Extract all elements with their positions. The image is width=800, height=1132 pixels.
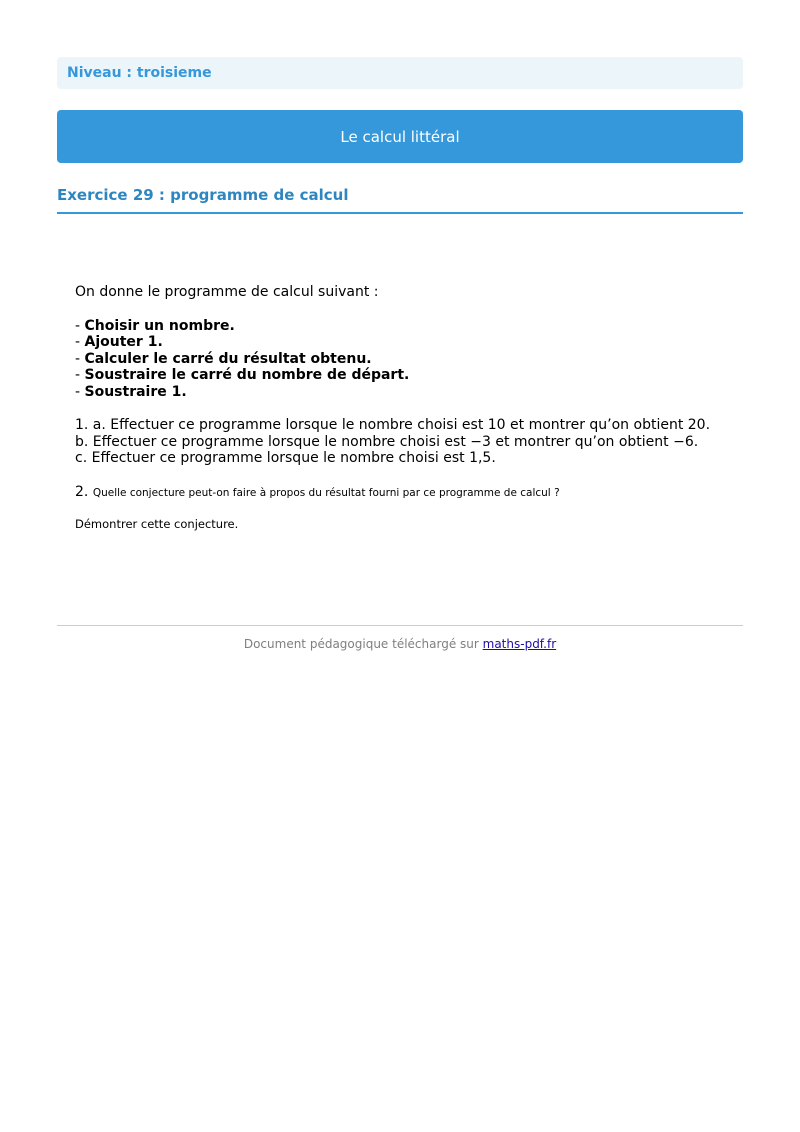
- chapter-banner: [57, 110, 743, 163]
- program-step: - Soustraire le carré du nombre de départ.: [75, 367, 410, 383]
- exercise-content: [75, 284, 735, 533]
- proof-instruction: Démontrer cette conjecture.: [75, 517, 239, 531]
- title-divider: [57, 212, 743, 214]
- program-steps: [75, 318, 735, 401]
- question-1: [75, 417, 735, 467]
- program-step: - Choisir un nombre.: [75, 317, 235, 334]
- footer-divider: [57, 625, 743, 626]
- program-step: - Ajouter 1.: [75, 334, 163, 350]
- question-2: [75, 484, 735, 502]
- question-2-number: 2.: [75, 483, 89, 500]
- intro-text: On donne le programme de calcul suivant :: [75, 284, 379, 300]
- program-step: - Soustraire 1.: [75, 383, 187, 400]
- footer-text: Document pédagogique téléchargé sur: [243, 637, 483, 651]
- question-1a: 1. a. Effectuer ce programme lorsque le nombre choisi est 10 et montrer qu’on obtient 20.: [75, 417, 711, 433]
- question-2-text: Quelle conjecture peut-on faire à propos du résultat fourni par ce programme de calcul ?: [92, 486, 560, 499]
- chapter-title: Le calcul littéral: [340, 127, 460, 146]
- level-label: Niveau : troisieme: [57, 57, 743, 89]
- exercise-title: Exercice 29 : programme de calcul: [57, 186, 349, 204]
- footer-link[interactable]: maths-pdf.fr: [482, 637, 557, 651]
- footer: [57, 637, 743, 651]
- question-1b: b. Effectuer ce programme lorsque le nombre choisi est −3 et montrer qu’on obtient −6.: [75, 433, 699, 450]
- question-1c: c. Effectuer ce programme lorsque le nombre choisi est 1,5.: [75, 450, 496, 466]
- program-step: - Calculer le carré du résultat obtenu.: [75, 350, 372, 367]
